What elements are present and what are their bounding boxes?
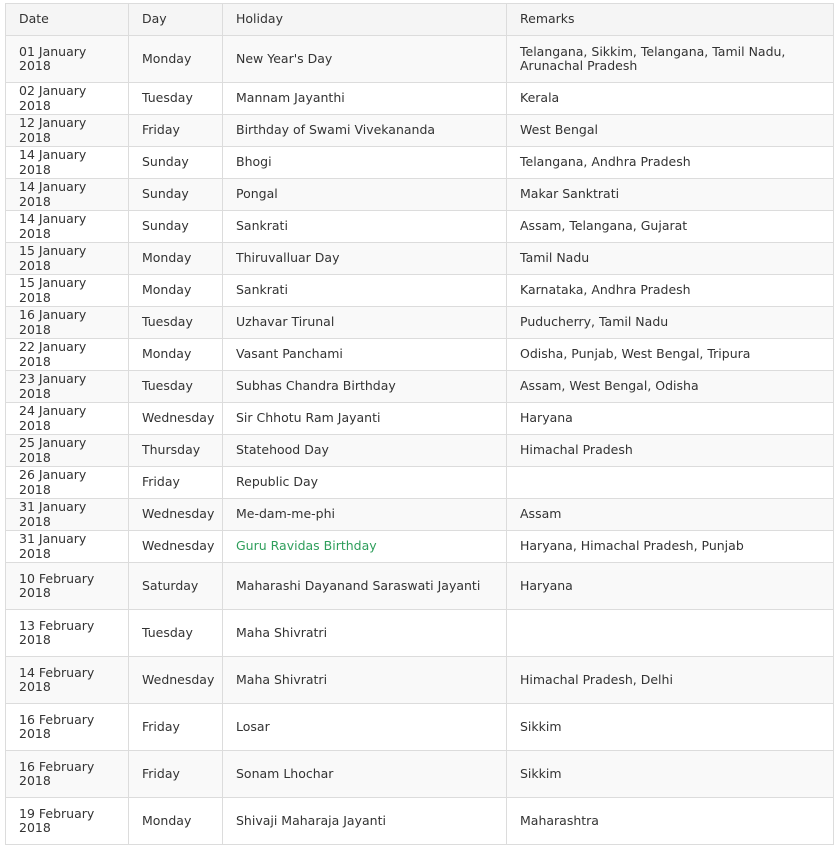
remarks-cell: Haryana bbox=[507, 403, 834, 435]
table-row bbox=[6, 371, 834, 403]
holiday-cell: Sir Chhotu Ram Jayanti bbox=[223, 403, 507, 435]
table-row bbox=[6, 435, 834, 467]
column-header-remarks: Remarks bbox=[507, 4, 834, 36]
column-header-holiday: Holiday bbox=[223, 4, 507, 36]
holiday-cell: Sankrati bbox=[223, 211, 507, 243]
day-cell: Monday bbox=[129, 339, 223, 371]
holiday-cell: Uzhavar Tirunal bbox=[223, 307, 507, 339]
holiday-cell: Pongal bbox=[223, 179, 507, 211]
date-cell: 16 February 2018 bbox=[6, 704, 129, 751]
day-cell: Monday bbox=[129, 243, 223, 275]
table-row bbox=[6, 179, 834, 211]
remarks-cell: Himachal Pradesh, Delhi bbox=[507, 657, 834, 704]
table-row bbox=[6, 704, 834, 751]
remarks-cell: Haryana bbox=[507, 563, 834, 610]
remarks-cell: Odisha, Punjab, West Bengal, Tripura bbox=[507, 339, 834, 371]
table-row bbox=[6, 147, 834, 179]
day-cell: Monday bbox=[129, 798, 223, 845]
day-cell: Friday bbox=[129, 467, 223, 499]
day-cell: Friday bbox=[129, 704, 223, 751]
remarks-cell: Puducherry, Tamil Nadu bbox=[507, 307, 834, 339]
date-cell: 14 January 2018 bbox=[6, 147, 129, 179]
remarks-cell: Kerala bbox=[507, 83, 834, 115]
remarks-cell: Assam bbox=[507, 499, 834, 531]
date-cell: 12 January 2018 bbox=[6, 115, 129, 147]
holiday-cell: Vasant Panchami bbox=[223, 339, 507, 371]
day-cell: Monday bbox=[129, 36, 223, 83]
holiday-cell: Maha Shivratri bbox=[223, 657, 507, 704]
remarks-cell: Himachal Pradesh bbox=[507, 435, 834, 467]
holiday-cell: Bhogi bbox=[223, 147, 507, 179]
remarks-cell: Sikkim bbox=[507, 704, 834, 751]
date-cell: 31 January 2018 bbox=[6, 531, 129, 563]
table-row bbox=[6, 467, 834, 499]
remarks-cell: Telangana, Sikkim, Telangana, Tamil Nadu, Arunachal Pradesh bbox=[507, 36, 834, 83]
date-cell: 14 January 2018 bbox=[6, 211, 129, 243]
holiday-cell: Maha Shivratri bbox=[223, 610, 507, 657]
remarks-cell: Sikkim bbox=[507, 751, 834, 798]
remarks-cell: Assam, West Bengal, Odisha bbox=[507, 371, 834, 403]
day-cell: Wednesday bbox=[129, 499, 223, 531]
date-cell: 24 January 2018 bbox=[6, 403, 129, 435]
holiday-cell: New Year's Day bbox=[223, 36, 507, 83]
date-cell: 10 February 2018 bbox=[6, 563, 129, 610]
table-row bbox=[6, 339, 834, 371]
table-row bbox=[6, 243, 834, 275]
remarks-cell bbox=[507, 467, 834, 499]
table-row bbox=[6, 36, 834, 83]
remarks-cell bbox=[507, 610, 834, 657]
holiday-cell: Thiruvalluar Day bbox=[223, 243, 507, 275]
date-cell: 23 January 2018 bbox=[6, 371, 129, 403]
table-row bbox=[6, 657, 834, 704]
day-cell: Monday bbox=[129, 275, 223, 307]
date-cell: 14 February 2018 bbox=[6, 657, 129, 704]
date-cell: 01 January 2018 bbox=[6, 36, 129, 83]
date-cell: 22 January 2018 bbox=[6, 339, 129, 371]
date-cell: 16 January 2018 bbox=[6, 307, 129, 339]
remarks-cell: Haryana, Himachal Pradesh, Punjab bbox=[507, 531, 834, 563]
date-cell: 26 January 2018 bbox=[6, 467, 129, 499]
holiday-cell: Republic Day bbox=[223, 467, 507, 499]
holiday-cell: Shivaji Maharaja Jayanti bbox=[223, 798, 507, 845]
day-cell: Sunday bbox=[129, 147, 223, 179]
date-cell: 15 January 2018 bbox=[6, 243, 129, 275]
day-cell: Wednesday bbox=[129, 531, 223, 563]
column-header-day: Day bbox=[129, 4, 223, 36]
day-cell: Friday bbox=[129, 115, 223, 147]
holiday-cell: Maharashi Dayanand Saraswati Jayanti bbox=[223, 563, 507, 610]
table-row bbox=[6, 275, 834, 307]
remarks-cell: Tamil Nadu bbox=[507, 243, 834, 275]
table-row bbox=[6, 115, 834, 147]
day-cell: Tuesday bbox=[129, 610, 223, 657]
day-cell: Tuesday bbox=[129, 371, 223, 403]
holiday-cell: Me-dam-me-phi bbox=[223, 499, 507, 531]
table-row bbox=[6, 563, 834, 610]
holiday-cell: Birthday of Swami Vivekananda bbox=[223, 115, 507, 147]
day-cell: Thursday bbox=[129, 435, 223, 467]
holiday-cell: Sonam Lhochar bbox=[223, 751, 507, 798]
day-cell: Tuesday bbox=[129, 83, 223, 115]
holiday-table bbox=[5, 3, 834, 845]
date-cell: 14 January 2018 bbox=[6, 179, 129, 211]
holiday-cell: Statehood Day bbox=[223, 435, 507, 467]
holiday-cell: Subhas Chandra Birthday bbox=[223, 371, 507, 403]
date-cell: 15 January 2018 bbox=[6, 275, 129, 307]
column-header-date: Date bbox=[6, 4, 129, 36]
date-cell: 19 February 2018 bbox=[6, 798, 129, 845]
table-header-row bbox=[6, 4, 834, 36]
holiday-cell: Mannam Jayanthi bbox=[223, 83, 507, 115]
date-cell: 25 January 2018 bbox=[6, 435, 129, 467]
remarks-cell: Karnataka, Andhra Pradesh bbox=[507, 275, 834, 307]
table-row bbox=[6, 499, 834, 531]
date-cell: 13 February 2018 bbox=[6, 610, 129, 657]
table-row bbox=[6, 610, 834, 657]
remarks-cell: Assam, Telangana, Gujarat bbox=[507, 211, 834, 243]
holiday-cell: Losar bbox=[223, 704, 507, 751]
holiday-cell: Sankrati bbox=[223, 275, 507, 307]
table-row bbox=[6, 798, 834, 845]
holiday-link-guru-ravidas-birthday[interactable]: Guru Ravidas Birthday bbox=[236, 538, 377, 554]
remarks-cell: Maharashtra bbox=[507, 798, 834, 845]
day-cell: Sunday bbox=[129, 179, 223, 211]
table-row bbox=[6, 403, 834, 435]
table-row bbox=[6, 751, 834, 798]
table-row bbox=[6, 83, 834, 115]
remarks-cell: West Bengal bbox=[507, 115, 834, 147]
date-cell: 16 February 2018 bbox=[6, 751, 129, 798]
remarks-cell: Makar Sanktrati bbox=[507, 179, 834, 211]
day-cell: Friday bbox=[129, 751, 223, 798]
date-cell: 31 January 2018 bbox=[6, 499, 129, 531]
table-row bbox=[6, 211, 834, 243]
day-cell: Tuesday bbox=[129, 307, 223, 339]
holiday-cell bbox=[223, 531, 507, 563]
remarks-cell: Telangana, Andhra Pradesh bbox=[507, 147, 834, 179]
day-cell: Wednesday bbox=[129, 403, 223, 435]
table-row bbox=[6, 307, 834, 339]
date-cell: 02 January 2018 bbox=[6, 83, 129, 115]
day-cell: Saturday bbox=[129, 563, 223, 610]
day-cell: Sunday bbox=[129, 211, 223, 243]
table-row bbox=[6, 531, 834, 563]
day-cell: Wednesday bbox=[129, 657, 223, 704]
